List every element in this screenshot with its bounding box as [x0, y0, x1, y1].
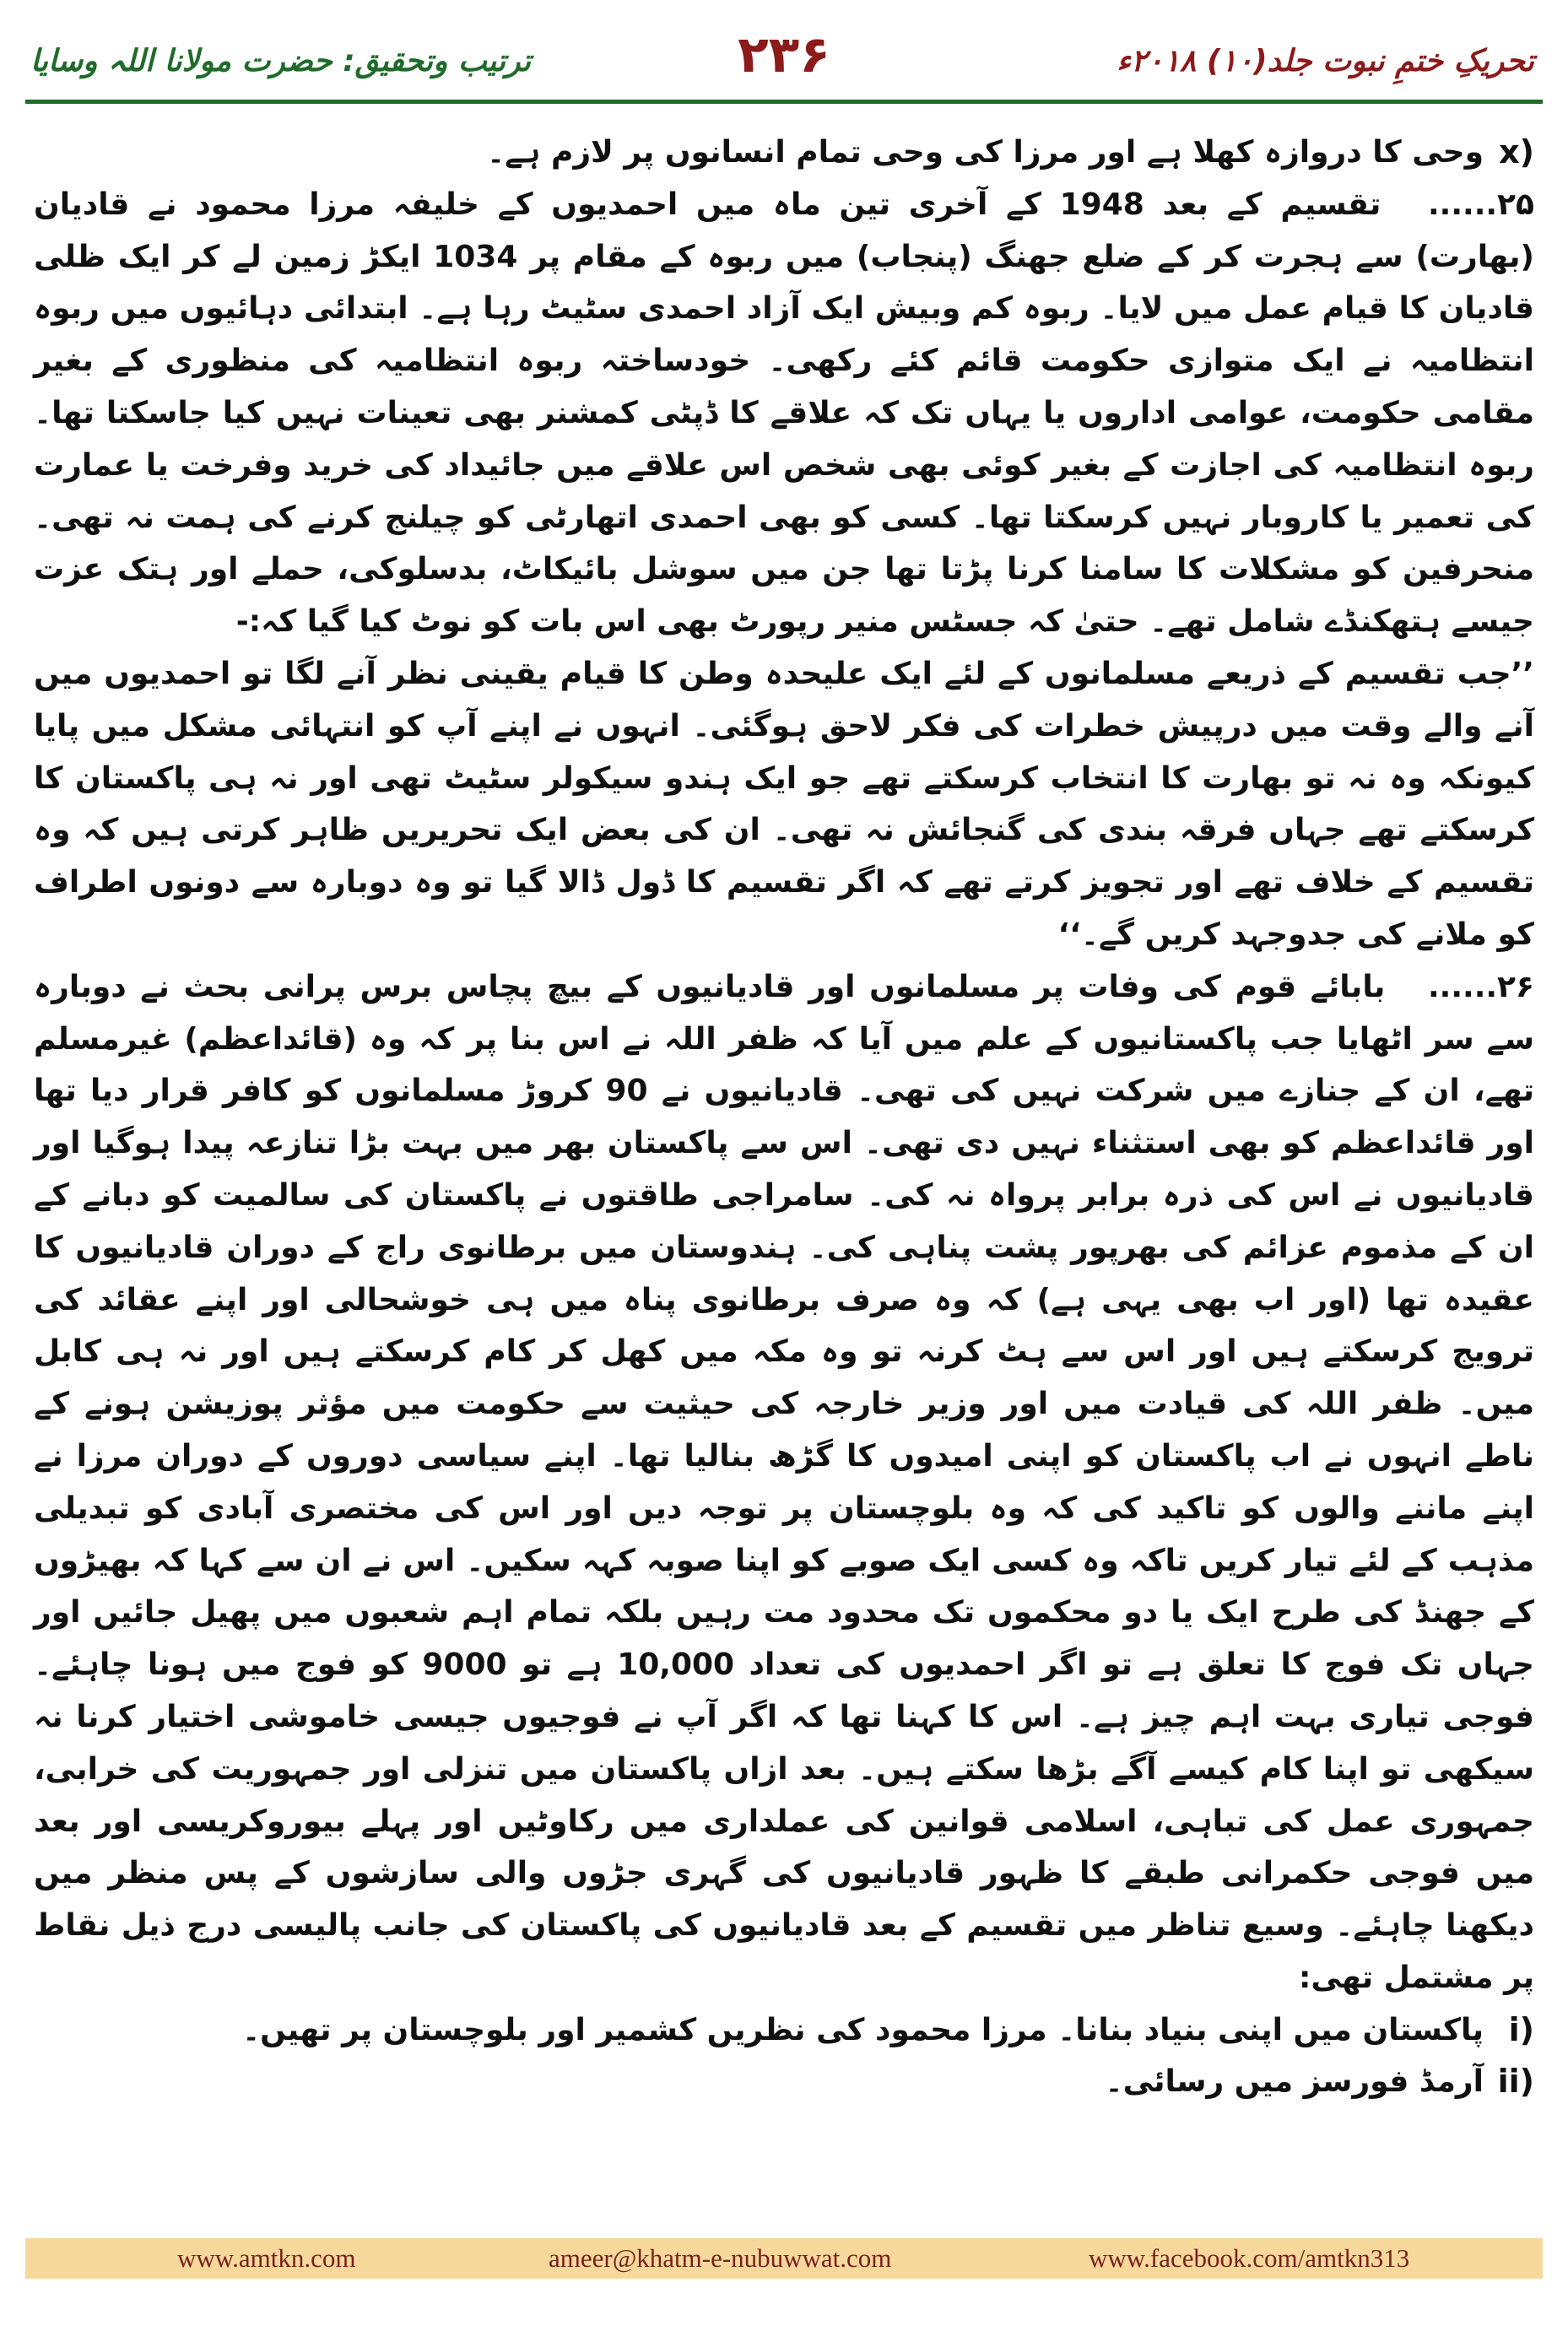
paragraph-text-25: تقسیم کے بعد 1948 کے آخری تین ماہ میں احمدیوں کے خلیفہ مرزا محمود نے قادیان (بھارت) سے ہجرت کر کے ضلع جھنگ (پنجاب) میں ربوہ کے مقام پر 1034 ایکڑ زمین لے کر ایک ظلی قادیان کا قیام عمل میں لایا۔ ربوہ کم وبیش ایک آزاد احمدی سٹیٹ رہا ہے۔ ابتدائی دہائیوں میں ربوہ انتظامیہ نے ایک متوازی حکومت قائم کئے رکھی۔ خودساختہ ربوہ انتظامیہ کی منظوری کے بغیر مقامی حکومت، عوامی اداروں یا یہاں تک کہ علاقے کا ڈپٹی کمشنر بھی تعینات نہیں کیا جاسکتا تھا۔ ربوہ انتظامیہ کی اجازت کے بغیر کوئی بھی شخص اس علاقے میں جائیداد کی خرید وفرخت یا عمارت کی تعمیر یا کاروبار نہیں کرسکتا تھا۔ کسی کو بھی احمدی اتھارٹی کو چیلنج کرنے کی ہمت نہ تھی۔ منحرفین کو مشکلات کا سامنا کرنا پڑتا تھا جن میں سوشل بائیکاٹ، بدسلوکی، حملے اور ہتک عزت جیسے ہتھکنڈے شامل تھے۔ حتیٰ کہ جسٹس منیر رپورٹ بھی اس بات کو نوٹ کیا گیا کہ:-: [34, 187, 1534, 640]
page-body: [34, 127, 1534, 2203]
list-marker-ii: ii): [1497, 2063, 1534, 2101]
list-item-x: [34, 127, 1534, 179]
paragraph-number-26: ۲۶......: [1427, 969, 1534, 1004]
quote-text: ’’جب تقسیم کے ذریعے مسلمانوں کے لئے ایک علیحدہ وطن کا قیام یقینی نظر آنے لگا تو احمدیوں میں آنے والے وقت میں درپیش خطرات کی فکر لاحق ہوگئی۔ انہوں نے اپنے آپ کو انتہائی مشکل میں پایا کیونکہ وہ نہ تو بھارت کا انتخاب کرسکتے تھے جو ایک ہندو سیکولر سٹیٹ تھی اور نہ ہی پاکستان کا کرسکتے تھے جہاں فرقہ بندی کی گنجائش نہ تھی۔ ان کی بعض ایک تحریریں ظاہر کرتی ہیں کہ وہ تقسیم کے خلاف تھے اور تجویز کرتے تھے کہ اگر تقسیم کا ڈول ڈالا گیا تو وہ دوبارہ سے دونوں اطراف کو ملانے کی جدوجہد کریں گے۔‘‘: [34, 656, 1534, 952]
email-link[interactable]: ameer@khatm-e-nubuwwat.com: [549, 2243, 892, 2273]
block-quote: [34, 648, 1534, 961]
facebook-link[interactable]: www.facebook.com/amtkn313: [1089, 2243, 1410, 2273]
paragraph-number-25: ۲۵......: [1427, 187, 1534, 222]
page-number: ۲۳۶: [738, 25, 830, 84]
list-text-x: وحی کا دروازہ کھلا ہے اور مرزا کی وحی تمام انسانوں پر لازم ہے۔: [487, 135, 1484, 170]
list-text-i: پاکستان میں اپنی بنیاد بنانا۔ مرزا محمود کی نظریں کشمیر اور بلوچستان پر تھیں۔: [242, 2012, 1484, 2047]
paragraph-text-26: بابائے قوم کی وفات پر مسلمانوں اور قادیانیوں کے بیچ پچاس برس پرانی بحث نے دوبارہ سے سر اٹھایا جب پاکستانیوں کے علم میں آیا کہ ظفر اللہ نے اس بنا پر کہ وہ (قائداعظم) غیرمسلم تھے، ان کے جنازے میں شرکت نہیں کی تھی۔ قادیانیوں نے 90 کروڑ مسلمانوں کو کافر قرار دیا تھا اور قائداعظم کو بھی استثناء نہیں دی تھی۔ اس سے پاکستان بھر میں بہت بڑا تنازعہ پیدا ہوگیا اور قادیانیوں نے اس کی ذرہ برابر پرواہ نہ کی۔ سامراجی طاقتوں نے پاکستان کی سالمیت کو دبانے کے ان کے مذموم عزائم کی بھرپور پشت پناہی کی۔ ہندوستان میں برطانوی راج کے دوران قادیانیوں کا عقیدہ تھا (اور اب بھی یہی ہے) کہ وہ صرف برطانوی پناہ میں ہی خوشحالی اور اپنے عقائد کی ترویج کرسکتے ہیں اور اس سے ہٹ کرنہ تو وہ مکہ میں کھل کر کام کرسکتے ہیں اور نہ ہی کابل میں۔ ظفر اللہ کی قیادت میں اور وزیر خارجہ کی حیثیت سے حکومت میں مؤثر پوزیشن ہونے کے ناطے انہوں نے اب پاکستان کو اپنی امیدوں کا گڑھ بنالیا تھا۔ اپنے سیاسی دوروں کے دوران مرزا نے اپنے ماننے والوں کو تاکید کی کہ وہ بلوچستان پر توجہ دیں اور اس کی مختصری آبادی کو تبدیلی مذہب کے لئے تیار کریں تاکہ وہ کسی ایک صوبے کو اپنا صوبہ کہہ سکیں۔ اس نے ان سے کہا کہ بھیڑوں کے جھنڈ کی طرح ایک یا دو محکموں تک محدود مت رہیں بلکہ تمام اہم شعبوں میں پھیل جائیں اور جہاں تک فوج کا تعلق ہے تو اگر احمدیوں کی تعداد 10,000 ہے تو 9000 کو فوج میں ہونا چاہئے۔ فوجی تیاری بہت اہم چیز ہے۔ اس کا کہنا تھا کہ اگر آپ نے فوجیوں جیسی خاموشی اختیار کرنا نہ سیکھی تو اپنا کام کیسے آگے بڑھا سکتے ہیں۔ بعد ازاں پاکستان میں تنزلی اور جمہوریت کی خرابی، جمہوری عمل کی تباہی، اسلامی قوانین کی عملداری میں رکاوٹیں اور پہلے بیوروکریسی اور بعد میں فوجی حکمرانی طبقے کا ظہور قادیانیوں کی گہری جڑوں والی سازشوں کے پس منظر میں دیکھنا چاہئے۔ وسیع تناظر میں تقسیم کے بعد قادیانیوں کی پاکستان کی جانب پالیسی درج ذیل نقاط پر مشتمل تھی:: [34, 969, 1535, 1995]
compiler-credit: ترتیب وتحقیق: حضرت مولانا اللہ وسایا: [30, 44, 532, 78]
list-marker-i: i): [1508, 2010, 1534, 2048]
list-item-i: [34, 2004, 1534, 2057]
list-item-ii: [34, 2056, 1534, 2108]
paragraph-25: [34, 179, 1534, 648]
paragraph-26: [34, 961, 1534, 2004]
header-divider: [25, 100, 1543, 104]
book-title: تحریکِ ختمِ نبوت جلد(۱۰) ۲۰۱۸ء: [1117, 44, 1534, 78]
website-link[interactable]: www.amtkn.com: [177, 2243, 356, 2273]
page-header: [0, 0, 1568, 95]
page-footer: [25, 2238, 1543, 2279]
list-text-ii: آرمڈ فورسز میں رسائی۔: [1105, 2064, 1484, 2100]
list-marker-x: x): [1499, 133, 1534, 170]
